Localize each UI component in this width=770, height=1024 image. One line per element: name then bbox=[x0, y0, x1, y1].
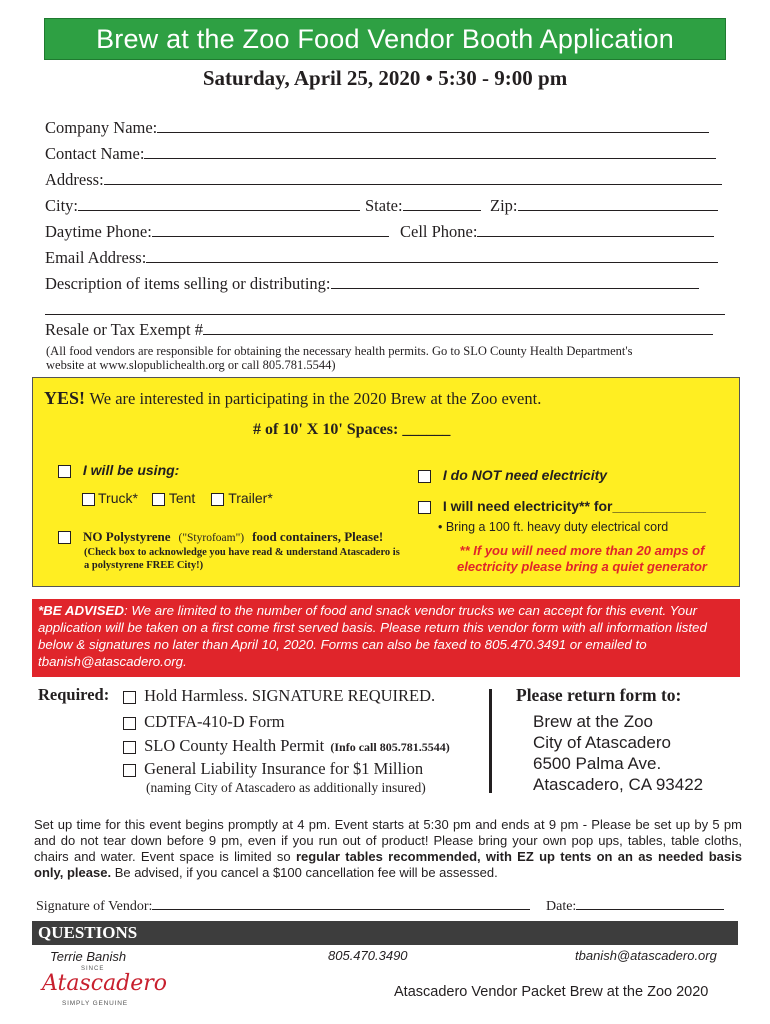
event-date: Saturday, April 25, 2020 • 5:30 - 9:00 pm bbox=[202, 66, 568, 90]
required-item bbox=[123, 712, 285, 732]
need-electricity-row bbox=[418, 498, 706, 514]
cell-phone-label: Cell Phone: bbox=[400, 222, 478, 241]
polystyrene-note: (Check box to acknowledge you have read & understand Atascadero is a polystyrene FREE City!) bbox=[84, 547, 400, 571]
advised-lead: *BE ADVISED bbox=[38, 603, 124, 618]
cord-note: • Bring a 100 ft. heavy duty electrical cord bbox=[438, 520, 669, 534]
daytime-phone-field[interactable] bbox=[45, 222, 389, 242]
contact-name-label: Contact Name: bbox=[45, 144, 145, 163]
spaces-field[interactable]: # of 10' X 10' Spaces: ______ bbox=[253, 421, 451, 438]
setup-text-normal: Set up time for this event begins promptly at 4 pm. Event starts at 5:30 pm and ends at 9 pm - Please be set up by 5 pm and do not tear down before 9 pm, even if you run out of product! Please bring your own pop ups, tables, table cloths, chairs and water. Event space is limited so bbox=[34, 817, 742, 864]
truck-checkbox[interactable] bbox=[82, 493, 95, 506]
setup-text bbox=[34, 817, 742, 881]
page-title: Brew at the Zoo Food Vendor Booth Application bbox=[96, 24, 674, 54]
need-electricity-label: I will need electricity** for____________ bbox=[442, 498, 706, 514]
questions-heading: QUESTIONS bbox=[38, 923, 138, 942]
description-field[interactable] bbox=[45, 274, 699, 294]
email-label: Email Address: bbox=[45, 248, 147, 267]
signature-label: Signature of Vendor: bbox=[36, 899, 153, 914]
cdtfa-checkbox[interactable] bbox=[123, 717, 136, 730]
return-line: Brew at the Zoo bbox=[533, 712, 654, 731]
health-note: (All food vendors are responsible for obtaining the necessary health permits. Go to SLO County Health Department's website at www.slopublichealth.org or call 805.781.5544) bbox=[46, 344, 633, 372]
required-item bbox=[123, 686, 435, 706]
return-heading: Please return form to: bbox=[516, 685, 682, 705]
address-field[interactable] bbox=[45, 170, 722, 190]
contact-email[interactable]: tbanish@atascadero.org bbox=[575, 948, 717, 963]
health-permit-info: (Info call 805.781.5544) bbox=[330, 740, 450, 754]
advised-body: : We are limited to the number of food and snack vendor trucks we can accept for this event. Your application will be taken on a first come first served basis. Please return this vendor form with all information listed below & signatures no later than April 10, 2020. Forms can also be faxed to 805.470.3491 or emailed to tbanish@atascadero.org. bbox=[38, 603, 707, 669]
setup-text-bold: regular tables recommended, with EZ up tents on an as needed basis only, please. bbox=[34, 849, 742, 880]
city-field[interactable] bbox=[45, 196, 360, 216]
date-label: Date: bbox=[546, 899, 577, 914]
insurance-note: (naming City of Atascadero as additionally insured) bbox=[146, 780, 426, 795]
contact-name: Terrie Banish bbox=[50, 949, 127, 964]
logo-since: SINCE bbox=[81, 966, 105, 972]
generator-note: ** If you will need more than 20 amps of electricity please bring a quiet generator bbox=[457, 543, 707, 574]
advised-banner bbox=[32, 599, 740, 677]
polystyrene-row bbox=[58, 528, 383, 546]
email-field[interactable] bbox=[45, 248, 718, 268]
polystyrene-checkbox[interactable] bbox=[58, 531, 71, 544]
no-electricity-row bbox=[418, 467, 607, 483]
truck-label: Truck* bbox=[98, 490, 138, 506]
company-name-label: Company Name: bbox=[45, 118, 158, 137]
zip-label: Zip: bbox=[490, 196, 518, 215]
return-line: 6500 Palma Ave. bbox=[533, 754, 662, 773]
health-permit-checkbox[interactable] bbox=[123, 741, 136, 754]
state-field[interactable] bbox=[365, 196, 481, 216]
required-item bbox=[123, 759, 423, 779]
using-checkbox[interactable] bbox=[58, 465, 71, 478]
title-banner bbox=[44, 18, 726, 60]
city-label: City: bbox=[45, 196, 79, 215]
description-extra-line[interactable] bbox=[45, 314, 725, 315]
divider bbox=[489, 689, 492, 793]
description-label: Description of items selling or distributing: bbox=[45, 274, 331, 293]
questions-bar bbox=[32, 921, 738, 945]
footer-text: Atascadero Vendor Packet Brew at the Zoo 2020 bbox=[394, 984, 709, 1000]
advised-text bbox=[32, 599, 740, 673]
return-line: Atascadero, CA 93422 bbox=[533, 775, 704, 794]
cell-phone-field[interactable] bbox=[400, 222, 714, 242]
logo-tagline: SIMPLY GENUINE bbox=[62, 1000, 128, 1007]
required-item bbox=[123, 736, 450, 756]
trailer-checkbox[interactable] bbox=[211, 493, 224, 506]
return-line: City of Atascadero bbox=[533, 733, 671, 752]
cdtfa-label: CDTFA-410-D Form bbox=[144, 712, 285, 731]
no-electricity-checkbox[interactable] bbox=[418, 470, 431, 483]
contact-phone: 805.470.3490 bbox=[328, 948, 408, 963]
state-label: State: bbox=[365, 196, 403, 215]
required-label: Required: bbox=[38, 685, 110, 704]
insurance-checkbox[interactable] bbox=[123, 764, 136, 777]
trailer-label: Trailer* bbox=[228, 490, 273, 506]
zip-field[interactable] bbox=[490, 196, 718, 216]
no-electricity-label: I do NOT need electricity bbox=[442, 467, 608, 483]
tent-label: Tent bbox=[168, 490, 196, 506]
health-permit-label: SLO County Health Permit bbox=[144, 736, 325, 755]
polystyrene-please: food containers, Please! bbox=[252, 529, 384, 544]
equipment-row bbox=[82, 490, 273, 506]
resale-label: Resale or Tax Exempt # bbox=[45, 320, 203, 339]
styrofoam-label: ("Styrofoam") bbox=[178, 532, 245, 544]
signature-field[interactable] bbox=[36, 897, 530, 915]
date-field[interactable] bbox=[546, 897, 724, 915]
need-electricity-checkbox[interactable] bbox=[418, 501, 431, 514]
daytime-phone-label: Daytime Phone: bbox=[45, 222, 152, 241]
address-label: Address: bbox=[45, 170, 104, 189]
hold-harmless-label: Hold Harmless. SIGNATURE REQUIRED. bbox=[144, 686, 436, 705]
return-address bbox=[533, 711, 703, 795]
using-row bbox=[58, 462, 179, 478]
logo-name: Atascadero bbox=[42, 971, 168, 996]
polystyrene-label: NO Polystyrene bbox=[83, 529, 171, 544]
resale-field[interactable] bbox=[45, 320, 713, 340]
yes-statement bbox=[44, 388, 541, 409]
company-name-field[interactable] bbox=[45, 118, 709, 138]
insurance-label: General Liability Insurance for $1 Million bbox=[144, 759, 424, 778]
tent-checkbox[interactable] bbox=[152, 493, 165, 506]
yes-label: YES! bbox=[44, 388, 86, 408]
hold-harmless-checkbox[interactable] bbox=[123, 691, 136, 704]
contact-name-field[interactable] bbox=[45, 144, 716, 164]
using-label: I will be using: bbox=[82, 462, 180, 478]
setup-text-tail: Be advised, if you cancel a $100 cancellation fee will be assessed. bbox=[111, 865, 498, 880]
yes-text: We are interested in participating in the 2020 Brew at the Zoo event. bbox=[89, 389, 542, 408]
atascadero-logo bbox=[40, 966, 168, 1010]
